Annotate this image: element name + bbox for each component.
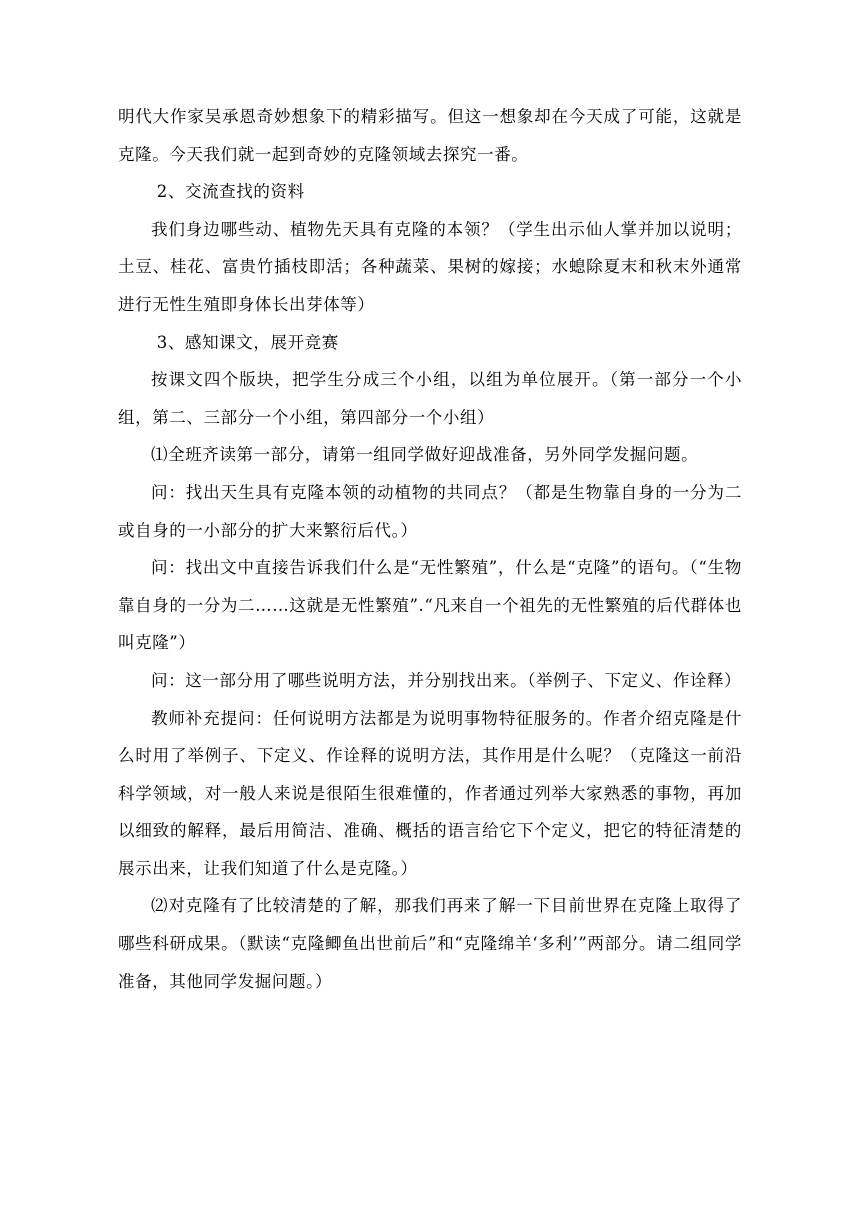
- paragraph-teacher-question: 教师补充提问：任何说明方法都是为说明事物特征服务的。作者介绍克隆是什么时用了举例子、下定义、作诠释的说明方法，其作用是什么呢？（克隆这一前沿科学领域，对一般人来说是很陌生很难懂的，作者通过列举大家熟悉的事物，再加以细致的解释，最后用简洁、准确、概括的语言给它下个定义，把它的特征清楚的展示出来，让我们知道了什么是克隆。）: [118, 708, 742, 878]
- paragraph-question-methods: 问：这一部分用了哪些说明方法，并分别找出来。（举例子、下定义、作诠释）: [151, 670, 742, 690]
- paragraph-question-common-point: 问：找出天生具有克隆本领的动植物的共同点？（都是生物靠自身的一分为二或自身的一小部分的扩大来繁衍后代。）: [118, 482, 742, 540]
- paragraph-cloning-examples: 我们身边哪些动、植物先天具有克隆的本领？（学生出示仙人掌并加以说明；土豆、桂花、富贵竹插枝即活；各种蔬菜、果树的嫁接；水螅除夏末和秋末外通常进行无性生殖即身体长出芽体等）: [118, 219, 742, 314]
- paragraph-question-definitions: 问：找出文中直接告诉我们什么是“无性繁殖”，什么是“克隆”的语句。（“生物靠自身的一分为二……这就是无性繁殖”.“凡来自一个祖先的无性繁殖的后代群体也叫克隆”）: [118, 558, 742, 653]
- section-heading-2: 2、交流查找的资料: [156, 182, 305, 202]
- paragraph-group-arrangement: 按课文四个版块，把学生分成三个小组，以组为单位展开。（第一部分一个小组，第二、三部分一个小组，第四部分一个小组）: [118, 370, 742, 427]
- document-body: [118, 98, 742, 1000]
- paragraph-step-2: ⑵对克隆有了比较清楚的了解，那我们再来了解一下目前世界在克隆上取得了哪些科研成果。（默读“克隆鲫鱼出世前后”和“克隆绵羊‘多利’”两部分。请二组同学准备，其他同学发掘问题。）: [118, 896, 742, 991]
- paragraph-step-1: ⑴全班齐读第一部分，请第一组同学做好迎战准备，另外同学发掘问题。: [151, 445, 699, 465]
- section-heading-3: 3、感知课文，展开竞赛: [156, 332, 339, 352]
- paragraph-intro-continuation: 明代大作家吴承恩奇妙想象下的精彩描写。但这一想象却在今天成了可能，这就是克隆。今天我们就一起到奇妙的克隆领域去探究一番。: [118, 107, 742, 164]
